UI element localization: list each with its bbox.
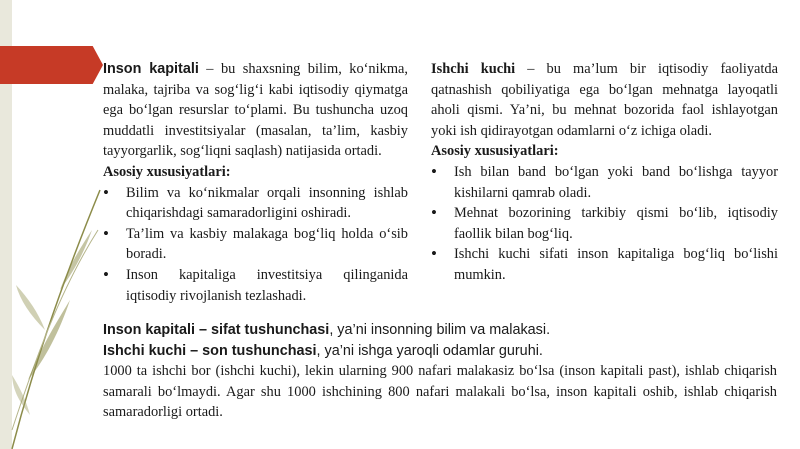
list-item: • Inson kapitaliga investitsiya qilinganida iqtisodiy rivojlanish tezlashadi. bbox=[103, 265, 408, 306]
summary-line-1-rest: , ya’ni insonning bilim va malakasi. bbox=[329, 322, 551, 338]
summary-line-1-bold: Inson kapitali – sifat tushunchasi bbox=[103, 322, 330, 338]
summary-block bbox=[103, 320, 777, 423]
list-item: • Mehnat bozorining tarkibiy qismi bo‘lib, iqtisodiy faollik bilan bog‘liq. bbox=[431, 203, 778, 244]
right-features-list bbox=[431, 162, 778, 286]
left-features-heading: Asosiy xususiyatlari: bbox=[103, 163, 231, 180]
left-definition bbox=[103, 59, 408, 162]
summary-line-2-bold: Ishchi kuchi – son tushunchasi bbox=[103, 342, 317, 359]
accent-tab bbox=[0, 46, 103, 84]
right-definition-text: – bu ma’lum bir iqtisodiy faoliyatda qatnashish qobiliyatiga ega bo‘lgan mehnatga layoqatli aholi qismi. Ya’ni, bu mehnat bozorida faol ishlayotgan yoki ish qidirayotgan odamlarni o‘z ichiga oladi. bbox=[431, 61, 779, 139]
list-item: • Ta’lim va kasbiy malakaga bog‘liq holda o‘sib boradi. bbox=[103, 224, 408, 265]
left-definition-text: – bu shaxsning bilim, ko‘nikma, malaka, tajriba va sog‘lig‘i kabi iqtisodiy qiymatga ega bo‘lgan resurslar to‘plami. Bu tushuncha uzoq muddatli investitsiyalar (masalan, ta’lim, kasbiy tayyorgarlik, sog‘liqni saqlash) natijasida ortadi. bbox=[103, 61, 408, 160]
left-term: Inson kapitali bbox=[103, 61, 199, 77]
left-column bbox=[103, 59, 408, 306]
summary-line-2 bbox=[103, 341, 777, 362]
right-term: Ishchi kuchi bbox=[431, 61, 516, 77]
right-column bbox=[431, 59, 778, 286]
right-definition bbox=[431, 59, 778, 141]
list-item: • Ishchi kuchi sifati inson kapitaliga bog‘liq bo‘lishi mumkin. bbox=[431, 244, 778, 285]
summary-line-2-rest: , ya’ni ishga yaroqli odamlar guruhi. bbox=[316, 342, 543, 359]
right-features-heading: Asosiy xususiyatlari: bbox=[431, 143, 559, 160]
summary-line-1 bbox=[103, 320, 777, 341]
left-features-list bbox=[103, 183, 408, 307]
list-item: • Ish bilan band bo‘lgan yoki band bo‘lishga tayyor kishilarni qamrab oladi. bbox=[431, 162, 778, 203]
summary-example: 1000 ta ishchi bor (ishchi kuchi), lekin ularning 900 nafari malakasiz bo‘lsa (inson kapitali past), ishlab chiqarish samarali bo‘lmaydi. Agar shu 1000 ishchining 800 nafari malakali bo‘lsa, inson kapitali oshib, ishlab chiqarish samaradorligi ortadi. bbox=[103, 363, 777, 421]
list-item: • Bilim va ko‘nikmalar orqali insonning ishlab chiqarishdagi samaradorligini oshiradi. bbox=[103, 183, 408, 224]
